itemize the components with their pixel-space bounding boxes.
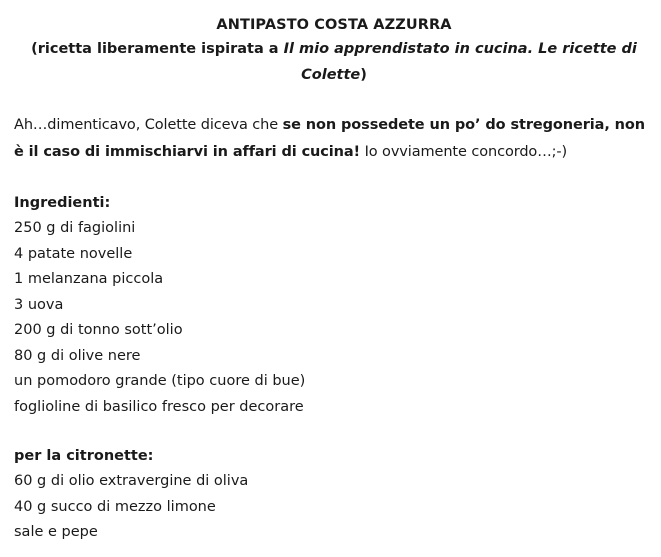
book-title: Il mio apprendistato in cucina. Le ricette di Colette: [283, 41, 637, 83]
recipe-subtitle: [14, 36, 654, 88]
ingredient-item: 1 melanzana piccola: [14, 271, 164, 287]
ingredient-item: 4 patate novelle: [14, 245, 133, 262]
ingredient-item: foglioline di basilico fresco per decorare: [14, 398, 304, 415]
intro-quote: se non possedete un po’ do stregoneria, non è il caso di immischiarvi in affari di cucina!: [14, 117, 645, 160]
subtitle-prefix: (ricetta liberamente ispirata a: [31, 41, 284, 57]
ingredients-list: [14, 216, 654, 420]
ingredient-item: 200 g di tonno sott’olio: [14, 322, 183, 338]
citronette-item: sale e pepe: [14, 524, 98, 540]
intro-paragraph: [14, 112, 654, 166]
recipe-title: ANTIPASTO COSTA AZZURRA: [216, 17, 452, 33]
ingredients-heading: Ingredienti:: [14, 195, 111, 211]
citronette-heading: per la citronette:: [14, 448, 154, 464]
subtitle-suffix: ): [360, 67, 367, 83]
ingredient-item: un pomodoro grande (tipo cuore di bue): [14, 373, 306, 389]
citronette-item: 40 g succo di mezzo limone: [14, 498, 216, 515]
intro-text-before: Ah…dimenticavo, Colette diceva che: [14, 117, 283, 133]
ingredient-item: 80 g di olive nere: [14, 347, 141, 364]
intro-text-after: Io ovviamente concordo…;-): [360, 144, 568, 160]
ingredient-item: 3 uova: [14, 296, 64, 313]
citronette-item: 60 g di olio extravergine di oliva: [14, 473, 249, 489]
citronette-list: [14, 469, 654, 546]
recipe-page: [14, 0, 654, 546]
ingredient-item: 250 g di fagiolini: [14, 220, 136, 236]
